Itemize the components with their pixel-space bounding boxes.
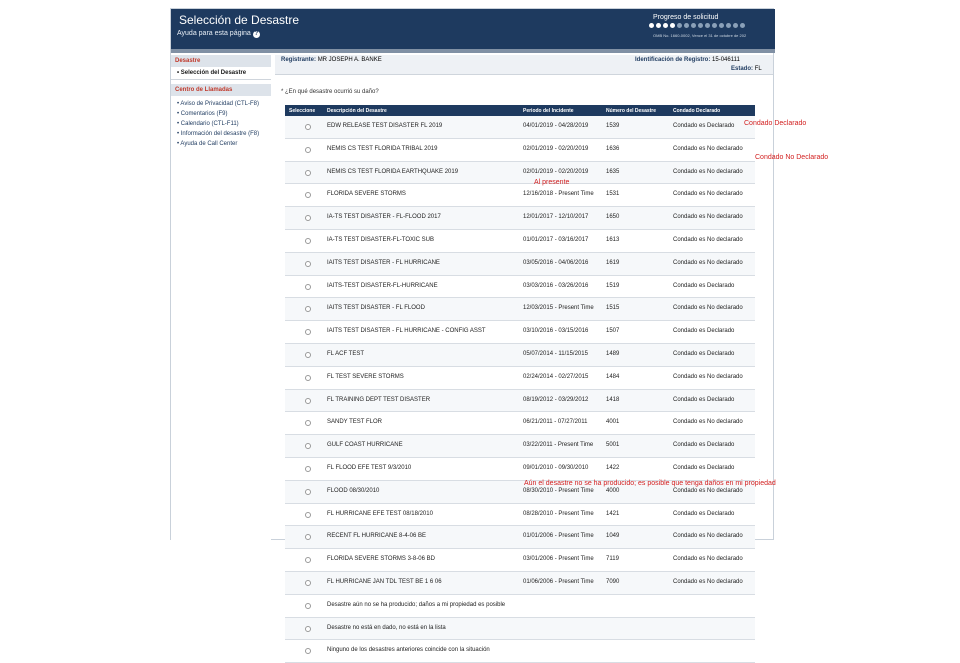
omb-number: OMB No. 1660-0002, Vence el 31 de octubre de 202: [653, 33, 747, 38]
disaster-number: 1613: [606, 236, 620, 243]
table-row[interactable]: [285, 162, 755, 185]
table-row[interactable]: [285, 572, 755, 595]
disaster-number: 4000: [606, 487, 620, 494]
incident-period: 02/24/2014 - 02/27/2015: [523, 373, 589, 380]
county-status: Condado es No declarado: [673, 305, 743, 312]
disaster-number: 1650: [606, 214, 620, 221]
disaster-description: FL ACF TEST: [327, 350, 365, 357]
county-status: Condado es Declarado: [673, 350, 735, 357]
disaster-description: FLORIDA SEVERE STORMS: [327, 191, 406, 198]
progress-indicator: [649, 23, 747, 28]
incident-period: 03/01/2006 - Present Time: [523, 556, 594, 563]
disaster-description: EDW RELEASE TEST DISASTER FL 2019: [327, 123, 443, 129]
disaster-description: IA-TS TEST DISASTER - FL-FLOOD 2017: [327, 214, 441, 221]
incident-period: 03/03/2016 - 03/26/2016: [523, 282, 589, 289]
disaster-table: [285, 105, 755, 663]
state-value: FL: [754, 66, 762, 72]
select-radio[interactable]: [305, 306, 311, 312]
help-question-icon: ?: [254, 31, 259, 37]
progress-dot: [712, 23, 717, 28]
disaster-number: 1636: [606, 145, 620, 152]
incident-period: 02/01/2019 - 02/20/2019: [523, 168, 589, 175]
sidebar-link-call-center-help[interactable]: • Ayuda de Call Center: [177, 141, 238, 147]
disaster-number: 1519: [606, 282, 620, 289]
incident-period: 01/06/2006 - Present Time: [523, 578, 594, 585]
registrant-info-bar: [275, 55, 773, 75]
county-status: Condado es No declarado: [673, 578, 743, 585]
disaster-description: FLOOD 08/30/2010: [327, 487, 380, 494]
incident-period: 12/16/2018 - Present Time: [523, 191, 594, 198]
table-row[interactable]: [285, 139, 755, 162]
disaster-description: RECENT FL HURRICANE 8-4-06 BE: [327, 533, 427, 540]
sidebar-link-disaster-info[interactable]: • Información del desastre (F8): [177, 131, 260, 137]
select-radio[interactable]: [305, 147, 311, 153]
incident-period: 01/01/2017 - 03/16/2017: [523, 236, 589, 243]
application-window: [170, 8, 774, 654]
incident-period: 03/10/2016 - 03/15/2016: [523, 328, 589, 335]
table-row[interactable]: [285, 640, 755, 663]
registration-id-info: Identificación de Registro: 15-046111: [635, 57, 740, 63]
registrant-name: MR JOSEPH A. BANKE: [317, 57, 382, 63]
progress-dot: [670, 23, 675, 28]
incident-period: 04/01/2019 - 04/28/2019: [523, 123, 589, 129]
county-status: Condado es Declarado: [673, 442, 735, 449]
select-radio[interactable]: [305, 238, 311, 244]
select-radio[interactable]: [305, 626, 311, 632]
progress-dot: [726, 23, 731, 28]
disaster-description: IA-TS TEST DISASTER-FL-TOXIC SUB: [327, 236, 435, 243]
disaster-number: 1507: [606, 328, 620, 335]
progress-dot: [656, 23, 661, 28]
incident-period: 08/30/2010 - Present Time: [523, 487, 594, 494]
annotation-declared: Condado Declarado: [744, 120, 807, 127]
county-status: Condado es No declarado: [673, 487, 743, 494]
select-radio[interactable]: [305, 580, 311, 586]
disaster-number: 1531: [606, 191, 620, 198]
column-header-county: Condado Declarado: [673, 108, 721, 114]
select-radio[interactable]: [305, 443, 311, 449]
sidebar-item-current[interactable]: • Selección del Desastre: [171, 67, 271, 80]
table-row[interactable]: [285, 549, 755, 572]
table-row[interactable]: [285, 321, 755, 344]
select-radio[interactable]: [305, 557, 311, 563]
progress-dot: [740, 23, 745, 28]
incident-period: 08/19/2012 - 03/29/2012: [523, 396, 589, 403]
table-row[interactable]: [285, 298, 755, 321]
table-row[interactable]: [285, 618, 755, 641]
progress-dot: [663, 23, 668, 28]
county-status: Condado es No declarado: [673, 533, 743, 540]
progress-dot: [719, 23, 724, 28]
column-header-number: Número del Desastre: [606, 108, 657, 114]
select-radio[interactable]: [305, 512, 311, 518]
select-radio[interactable]: [305, 215, 311, 221]
table-row[interactable]: [285, 526, 755, 549]
county-status: Condado es Declarado: [673, 328, 735, 335]
table-row[interactable]: [285, 595, 755, 618]
disaster-description: IAITS TEST DISASTER - FL HURRICANE: [327, 259, 440, 266]
sidebar-link-privacy[interactable]: • Aviso de Privacidad (CTL-F8): [177, 101, 260, 107]
disaster-description: IAITS TEST DISASTER - FL HURRICANE - CONFIG ASST: [327, 328, 486, 335]
page-title: Selección de Desastre: [179, 13, 300, 27]
table-row[interactable]: [285, 458, 755, 481]
state-info: Estado: FL: [731, 66, 762, 72]
incident-period: 09/01/2010 - 09/30/2010: [523, 464, 589, 471]
select-radio[interactable]: [305, 420, 311, 426]
disaster-description: FL TEST SEVERE STORMS: [327, 373, 404, 380]
table-row[interactable]: [285, 184, 755, 207]
question-text: * ¿En qué desastre ocurrió su daño?: [281, 89, 379, 95]
help-label: Ayuda para esta página: [177, 30, 251, 37]
sidebar-section-call-center: Centro de Llamadas: [171, 84, 271, 96]
county-status: Condado es No declarado: [673, 168, 743, 175]
disaster-description: Desastre no está en dado, no está en la lista: [327, 624, 446, 631]
disaster-description: Desastre aún no se ha producido; daños a mi propiedad es posible: [327, 601, 506, 608]
county-status: Condado es No declarado: [673, 556, 743, 563]
table-row[interactable]: [285, 230, 755, 253]
select-radio[interactable]: [305, 534, 311, 540]
help-link[interactable]: [177, 30, 260, 38]
select-radio[interactable]: [305, 466, 311, 472]
disaster-description: IAITS TEST DISASTER - FL FLOOD: [327, 305, 425, 312]
table-row[interactable]: [285, 276, 755, 299]
table-row[interactable]: [285, 412, 755, 435]
progress-dot: [698, 23, 703, 28]
table-row[interactable]: [285, 390, 755, 413]
registration-id: 15-046111: [712, 57, 740, 63]
disaster-number: 7090: [606, 578, 620, 585]
sidebar-section-desastre: Desastre: [171, 55, 271, 67]
annotation-not-declared: Condado No Declarado: [755, 154, 829, 161]
disaster-number: 1421: [606, 510, 620, 517]
incident-period: 03/22/2011 - Present Time: [523, 442, 594, 449]
county-status: Condado es No declarado: [673, 373, 743, 380]
table-row[interactable]: [285, 367, 755, 390]
disaster-number: 1049: [606, 533, 620, 540]
disaster-number: 1484: [606, 373, 620, 380]
disaster-description: Ninguno de los desastres anteriores coincide con la situación: [327, 647, 490, 654]
select-radio[interactable]: [305, 398, 311, 404]
disaster-number: 7119: [606, 556, 619, 563]
disaster-description: FLORIDA SEVERE STORMS 3-8-06 BD: [327, 556, 435, 563]
county-status: Condado es No declarado: [673, 236, 743, 243]
select-radio[interactable]: [305, 284, 311, 290]
sidebar: [171, 55, 271, 541]
header-divider: [171, 49, 775, 53]
county-status: Condado es Declarado: [673, 396, 735, 403]
disaster-description: FL FLOOD EFE TEST 9/3/2010: [327, 464, 412, 471]
registrant-info: Registrante: MR JOSEPH A. BANKE: [281, 57, 382, 63]
column-header-select: Seleccione: [289, 108, 316, 114]
sidebar-link-calendar[interactable]: • Calendario (CTL-F11): [177, 121, 239, 127]
incident-period: 12/01/2017 - 12/10/2017: [523, 214, 589, 221]
select-radio[interactable]: [305, 352, 311, 358]
county-status: Condado es Declarado: [673, 510, 735, 517]
progress-dot: [733, 23, 738, 28]
table-row[interactable]: [285, 504, 755, 527]
disaster-number: 4001: [606, 419, 620, 426]
disaster-number: 1635: [606, 168, 620, 175]
disaster-description: NEMIS CS TEST FLORIDA EARTHQUAKE 2019: [327, 168, 459, 175]
select-radio[interactable]: [305, 192, 311, 198]
incident-period: 12/03/2015 - Present Time: [523, 305, 594, 312]
disaster-description: FL HURRICANE EFE TEST 08/18/2010: [327, 510, 433, 517]
progress-dot: [705, 23, 710, 28]
annotation-present: Al presente: [534, 179, 570, 186]
progress-dot: [691, 23, 696, 28]
county-status: Condado es No declarado: [673, 214, 743, 221]
select-radio[interactable]: [305, 261, 311, 267]
county-status: Condado es No declarado: [673, 259, 743, 266]
disaster-description: NEMIS CS TEST FLORIDA TRIBAL 2019: [327, 145, 438, 152]
progress-dot: [649, 23, 654, 28]
disaster-number: 1489: [606, 350, 620, 357]
disaster-number: 1422: [606, 464, 620, 471]
incident-period: 06/21/2011 - 07/27/2011: [523, 419, 588, 426]
table-row[interactable]: [285, 253, 755, 276]
disaster-description: IAITS-TEST DISASTER-FL-HURRICANE: [327, 282, 438, 289]
progress-dot: [677, 23, 682, 28]
column-header-period: Periodo del Incidente: [523, 108, 574, 114]
disaster-number: 1418: [606, 396, 620, 403]
select-radio[interactable]: [305, 489, 311, 495]
column-header-description: Descripción del Desastre: [327, 108, 387, 114]
county-status: Condado es Declarado: [673, 282, 735, 289]
incident-period: 05/07/2014 - 11/15/2015: [523, 350, 588, 357]
progress-label: Progreso de solicitud: [653, 14, 719, 21]
select-radio[interactable]: [305, 170, 311, 176]
annotation-not-yet: Aún el desastre no se ha producido; es posible que tenga daños en mi propiedad: [524, 480, 776, 487]
select-radio[interactable]: [305, 329, 311, 335]
county-status: Condado es Declarado: [673, 464, 735, 471]
select-radio[interactable]: [305, 648, 311, 654]
disaster-number: 1515: [606, 305, 620, 312]
page-header: [171, 9, 775, 49]
incident-period: 02/01/2019 - 02/20/2019: [523, 145, 589, 152]
progress-dot: [684, 23, 689, 28]
incident-period: 01/01/2006 - Present Time: [523, 533, 594, 540]
table-header: [285, 105, 755, 116]
table-row[interactable]: [285, 116, 755, 139]
county-status: Condado es No declarado: [673, 419, 743, 426]
disaster-description: FL HURRICANE JAN TDL TEST BE 1 6 06: [327, 578, 442, 585]
county-status: Condado es Declarado: [673, 123, 735, 129]
sidebar-link-comments[interactable]: • Comentarios (F9): [177, 111, 228, 117]
disaster-description: GULF COAST HURRICANE: [327, 442, 403, 449]
select-radio[interactable]: [305, 124, 311, 130]
disaster-number: 1539: [606, 123, 620, 129]
disaster-description: SANDY TEST FLOR: [327, 419, 383, 426]
county-status: Condado es No declarado: [673, 145, 743, 152]
disaster-description: FL TRAINING DEPT TEST DISASTER: [327, 396, 431, 403]
table-row[interactable]: [285, 207, 755, 230]
table-row[interactable]: [285, 435, 755, 458]
table-row[interactable]: [285, 344, 755, 367]
incident-period: 08/28/2010 - Present Time: [523, 510, 594, 517]
disaster-number: 5001: [606, 442, 620, 449]
incident-period: 03/05/2016 - 04/06/2016: [523, 259, 589, 266]
select-radio[interactable]: [305, 375, 311, 381]
disaster-number: 1619: [606, 259, 620, 266]
county-status: Condado es No declarado: [673, 191, 743, 198]
select-radio[interactable]: [305, 603, 311, 609]
